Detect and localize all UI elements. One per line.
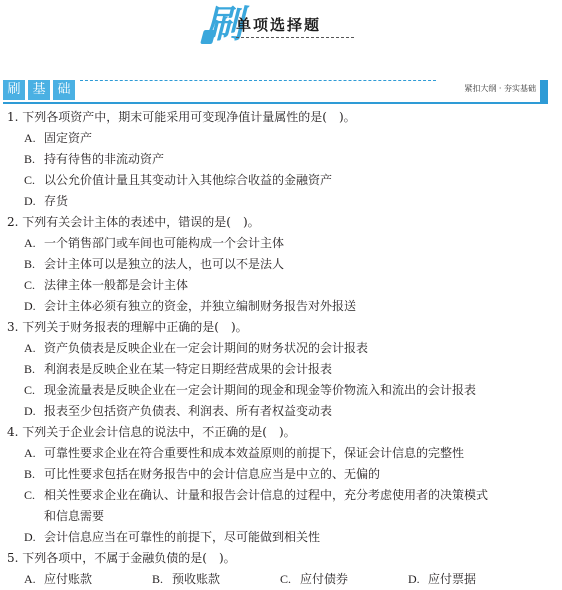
- option-b[interactable]: [0, 464, 562, 485]
- option-letter: B.: [24, 467, 36, 481]
- option-letter: A.: [24, 446, 36, 460]
- option-text: 资产负债表是反映企业在一定会计期间的财务状况的会计报表: [44, 341, 369, 355]
- option-text: 利润表是反映企业在某一特定日期经营成果的会计报表: [44, 362, 333, 376]
- section-bar: [0, 78, 562, 104]
- option-a[interactable]: [0, 338, 562, 359]
- question-5: [0, 548, 562, 590]
- option-letter: D.: [408, 572, 420, 586]
- option-letter: C.: [24, 173, 36, 187]
- option-row: [0, 569, 562, 590]
- option-text: 应付债券: [300, 572, 349, 586]
- option-letter: B.: [24, 257, 36, 271]
- option-letter: D.: [24, 530, 36, 544]
- header-glyph: 刷: [205, 2, 244, 46]
- option-text: 固定资产: [44, 131, 93, 145]
- question-stem: 1. 下列各项资产中，期末可能采用可变现净值计量属性的是( )。: [7, 110, 356, 124]
- option-letter: A.: [24, 572, 36, 586]
- option-text: 存货: [44, 194, 69, 208]
- question-2: [0, 212, 562, 317]
- option-letter: A.: [24, 341, 36, 355]
- option-d[interactable]: [0, 296, 562, 317]
- question-stem: 3. 下列关于财务报表的理解中正确的是( )。: [7, 320, 248, 334]
- section-tab: 础: [53, 80, 75, 100]
- page-header: [0, 0, 562, 56]
- section-tab: 刷: [3, 80, 25, 100]
- option-text: 一个销售部门或车间也可能构成一个会计主体: [44, 236, 285, 250]
- question-stem: 2. 下列有关会计主体的表述中，错误的是( )。: [7, 215, 260, 229]
- section-subtitle: 紧扣大纲 · 夯实基础: [464, 84, 536, 93]
- question-stem: 5. 下列各项中，不属于金融负债的是( )。: [7, 551, 236, 565]
- option-letter: C.: [24, 383, 36, 397]
- option-c[interactable]: [0, 380, 562, 401]
- option-letter: B.: [24, 152, 36, 166]
- option-text: 相关性要求企业在确认、计量和报告会计信息的过程中，充分考虑使用者的决策模式: [44, 488, 489, 502]
- section-tabs: [3, 80, 78, 100]
- option-a[interactable]: [0, 443, 562, 464]
- option-text: 现金流量表是反映企业在一定会计期间的现金和现金等价物流入和流出的会计报表: [44, 383, 477, 397]
- option-text: 应付账款: [44, 572, 93, 586]
- option-letter: C.: [24, 278, 36, 292]
- option-text: 可靠性要求企业在符合重要性和成本效益原则的前提下，保证会计信息的完整性: [44, 446, 465, 460]
- question-4: [0, 422, 562, 548]
- option-b[interactable]: [0, 359, 562, 380]
- option-b[interactable]: [152, 569, 280, 590]
- option-letter: C.: [24, 488, 36, 502]
- section-divider: [3, 102, 548, 104]
- option-text: 会计主体必须有独立的资金，并独立编制财务报告对外报送: [44, 299, 357, 313]
- option-letter: A.: [24, 131, 36, 145]
- option-letter: A.: [24, 236, 36, 250]
- option-text: 以公允价值计量且其变动计入其他综合收益的金融资产: [44, 173, 333, 187]
- option-letter: C.: [280, 572, 292, 586]
- option-text: 持有待售的非流动资产: [44, 152, 165, 166]
- option-text: 可比性要求包括在财务报告中的会计信息应当是中立的、无偏的: [44, 467, 381, 481]
- question-1: [0, 107, 562, 212]
- option-d[interactable]: [408, 569, 536, 590]
- option-a[interactable]: [0, 233, 562, 254]
- option-text: 报表至少包括资产负债表、利润表、所有者权益变动表: [44, 404, 333, 418]
- option-d[interactable]: [0, 191, 562, 212]
- page-title: 单项选择题: [236, 16, 322, 34]
- section-divider-dashed: [80, 80, 436, 81]
- option-letter: D.: [24, 299, 36, 313]
- option-c[interactable]: [0, 275, 562, 296]
- option-d[interactable]: [0, 527, 562, 548]
- option-c[interactable]: [280, 569, 408, 590]
- option-letter: B.: [152, 572, 164, 586]
- option-c[interactable]: [0, 170, 562, 191]
- question-stem: 4. 下列关于企业会计信息的说法中，不正确的是( )。: [7, 425, 296, 439]
- option-a[interactable]: [0, 128, 562, 149]
- section-accent-bar: [540, 80, 548, 102]
- option-letter: D.: [24, 404, 36, 418]
- option-c-continuation: 和信息需要: [44, 509, 105, 523]
- question-list: [0, 107, 562, 590]
- option-text: 法律主体一般都是会计主体: [44, 278, 189, 292]
- title-underline: [236, 37, 354, 38]
- option-d[interactable]: [0, 401, 562, 422]
- section-tab: 基: [28, 80, 50, 100]
- option-text: 会计信息应当在可靠性的前提下，尽可能做到相关性: [44, 530, 321, 544]
- option-b[interactable]: [0, 149, 562, 170]
- question-3: [0, 317, 562, 422]
- option-b[interactable]: [0, 254, 562, 275]
- option-text: 预收账款: [172, 572, 221, 586]
- option-a[interactable]: [24, 569, 152, 590]
- option-letter: D.: [24, 194, 36, 208]
- option-c[interactable]: [0, 485, 562, 506]
- option-letter: B.: [24, 362, 36, 376]
- option-text: 会计主体可以是独立的法人，也可以不是法人: [44, 257, 285, 271]
- option-text: 应付票据: [428, 572, 477, 586]
